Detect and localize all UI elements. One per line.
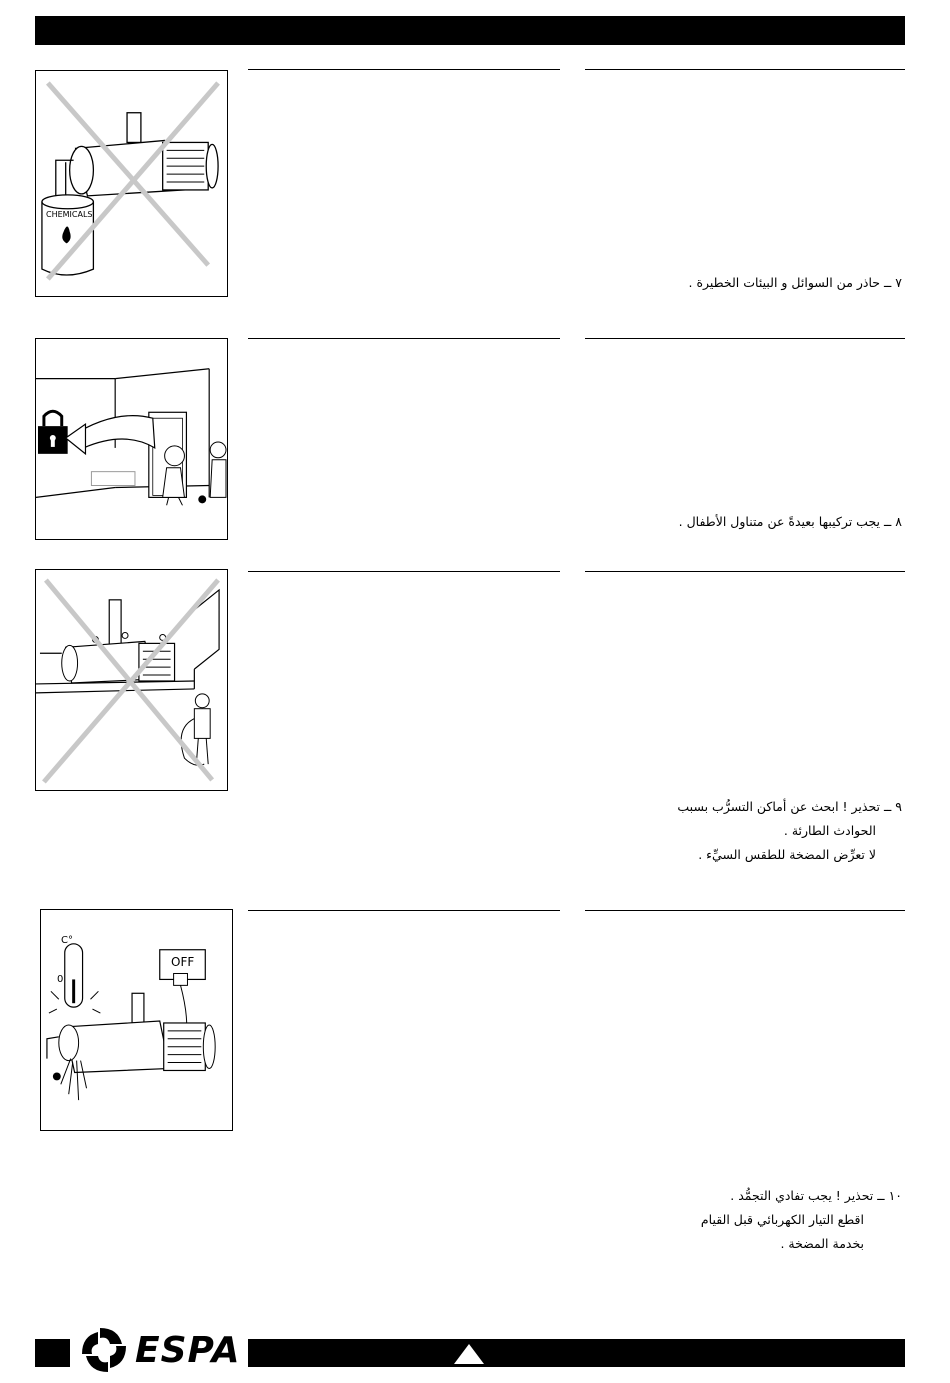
figure-freezing [40,909,233,1131]
instruction-9-line-3: لا تعرِّض المضخة للطقس السيِّء . [698,847,876,862]
instruction-9-line-1: ٩ ــ تحذير ! ابحث عن أماكن التسرُّب بسبب [677,799,902,814]
instruction-10-line-1: ١٠ ــ تحذير ! يجب تفادي التجمُّد . [730,1188,902,1203]
instruction-8 [679,510,902,534]
footer-bar-right [248,1339,905,1367]
brand-wordmark: ESPA [135,1330,241,1371]
rule-9-right [585,571,905,572]
rule-10-left [248,910,560,911]
instruction-10 [701,1184,902,1256]
instruction-8-line-1: ٨ ــ يجب تركيبها بعيدةً عن متناول الأطفال . [678,514,902,529]
instruction-7 [689,271,903,295]
footer-bar-left [35,1339,70,1367]
rule-7-right [585,69,905,70]
chemicals-label: CHEMICALS [46,210,93,219]
figure-children [35,338,228,540]
scale-top-label: C° [61,935,73,946]
instruction-10-line-3: بخدمة المضخة . [780,1236,864,1251]
rule-7-left [248,69,560,70]
instruction-7-line-1: ٧ ــ حاذر من السوائل و البيئات الخطيرة . [688,275,902,290]
rule-9-left [248,571,560,572]
off-switch-label: OFF [171,955,195,969]
figure-chemicals [35,70,228,297]
instruction-9 [677,795,902,867]
rule-10-right [585,910,905,911]
rule-8-left [248,338,560,339]
header-bar [35,16,905,45]
scale-zero-label: 0 [57,974,64,985]
figure-weather [35,569,228,791]
instruction-10-line-2: اقطع التيار الكهربائي قبل القيام [700,1212,864,1227]
rule-8-right [585,338,905,339]
warning-triangle-icon [453,1343,485,1365]
instruction-9-line-2: الحوادث الطارئة . [783,823,876,838]
